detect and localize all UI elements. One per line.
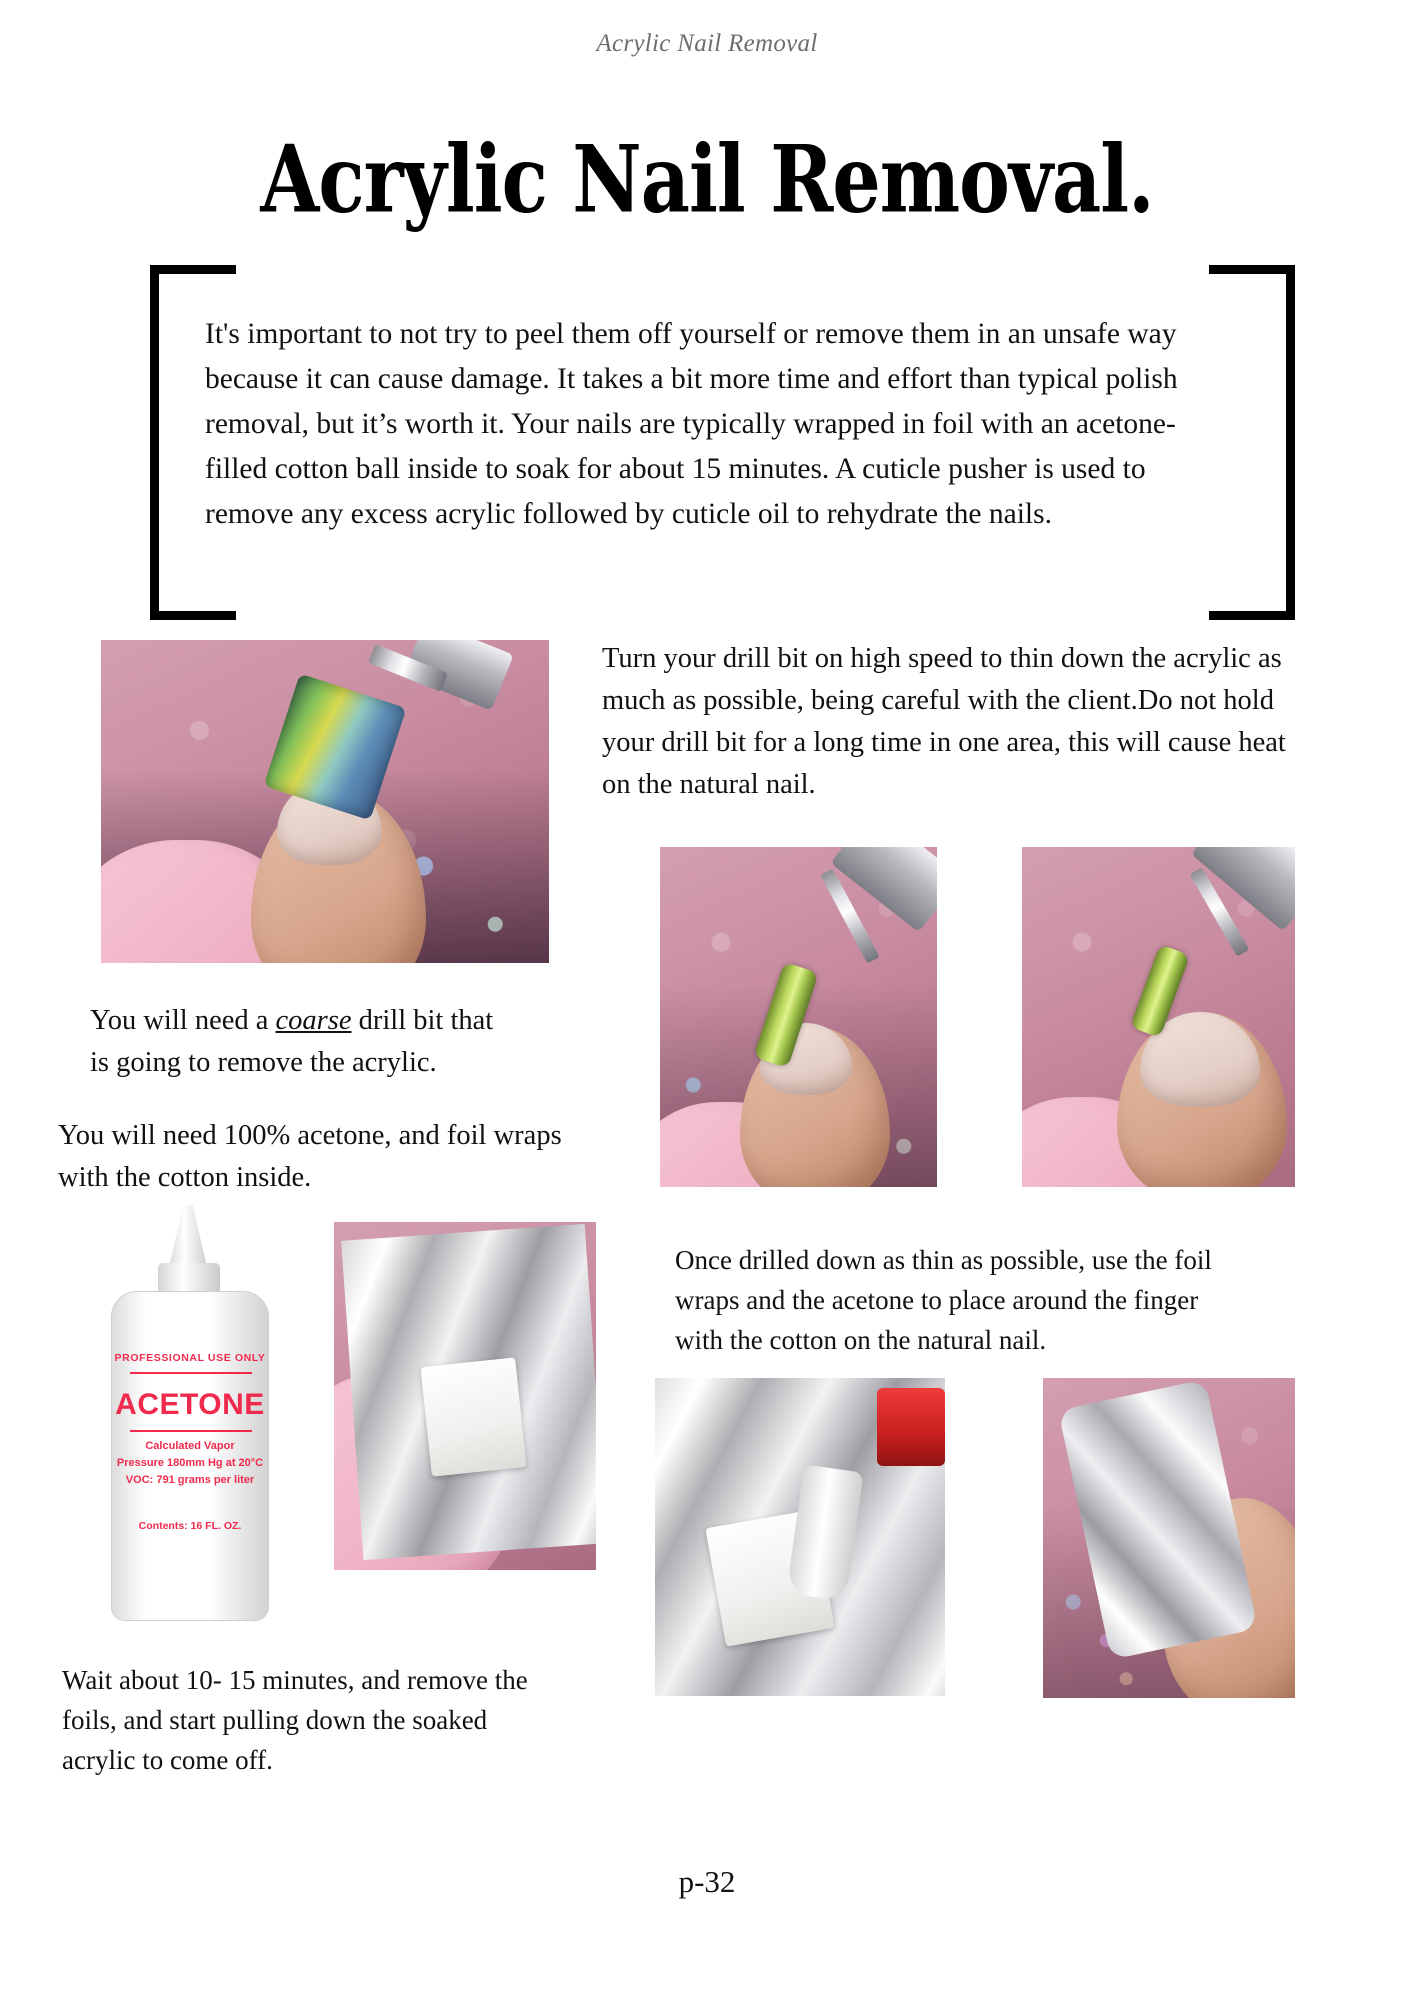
bottle-spec-line-3: VOC: 791 grams per liter xyxy=(125,1474,255,1486)
caption-coarse-bit-post: drill bit that is going to remove the acrylic. xyxy=(90,1005,494,1078)
photo-foil-with-cotton xyxy=(334,1222,596,1570)
paragraph-acetone-foil: You will need 100% acetone, and foil wraps with the cotton inside. xyxy=(58,1120,562,1193)
photo-green-bit-thinning xyxy=(660,847,937,1187)
bottle-label-professional-use: PROFESSIONAL USE ONLY xyxy=(114,1352,266,1364)
intro-block xyxy=(150,265,1295,620)
paragraph-wrap-instructions: Once drilled down as thin as possible, use the foil wraps and the acetone to place around the finger with the cotton on the natural nail. xyxy=(675,1245,1212,1355)
bottle-spec-line-1: Calculated Vapor xyxy=(145,1440,235,1452)
page-number: p-32 xyxy=(678,1864,736,1899)
cotton-square-shape xyxy=(421,1357,527,1476)
running-head: Acrylic Nail Removal xyxy=(596,30,818,57)
page-title: Acrylic Nail Removal. xyxy=(260,125,1154,234)
bottle-label-rule-top xyxy=(130,1372,252,1374)
acetone-bottle-red-cap-shape xyxy=(877,1388,945,1466)
caption-coarse-bit xyxy=(90,1000,510,1084)
intro-paragraph: It's important to not try to peel them off yourself or remove them in an unsafe way because it can cause damage. It takes a bit more time and effort than typical polish removal, but it’s worth it. Your nails are typically wrapped in foil with an acetone-filled cotton ball inside to soak for about 15 minutes. A cuticle pusher is used to remove any excess acrylic followed by cuticle oil to rehydrate the nails. xyxy=(205,318,1178,530)
photo-acetone-onto-cotton xyxy=(655,1378,945,1696)
caption-coarse-bit-pre: You will need a xyxy=(90,1005,276,1036)
bottle-label-rule-bottom xyxy=(130,1430,252,1432)
bottle-label-name: ACETONE xyxy=(115,1388,265,1421)
photo-coarse-drill-bit xyxy=(101,640,549,963)
paragraph-wait-instructions: Wait about 10- 15 minutes, and remove the foils, and start pulling down the soaked acrylic to come off. xyxy=(62,1665,528,1775)
bottle-spec-line-2: Pressure 180mm Hg at 20°C xyxy=(116,1457,264,1469)
paragraph-drill-speed: Turn your drill bit on high speed to thin down the acrylic as much as possible, being careful with the client.Do not hold your drill bit for a long time in one area, this will cause heat on the natural nail. xyxy=(602,643,1286,800)
photo-foil-wrapped-finger xyxy=(1043,1378,1295,1698)
photo-green-bit-natural-nail xyxy=(1022,847,1295,1187)
bottle-body-shape xyxy=(111,1291,269,1621)
bottle-label-contents: Contents: 16 FL. OZ. xyxy=(138,1520,242,1532)
bottle-cap-shape xyxy=(169,1205,207,1267)
bottle-label-specs xyxy=(112,1438,268,1489)
caption-coarse-bit-emph: coarse xyxy=(275,1005,352,1036)
acetone-bottle-image xyxy=(103,1205,278,1625)
